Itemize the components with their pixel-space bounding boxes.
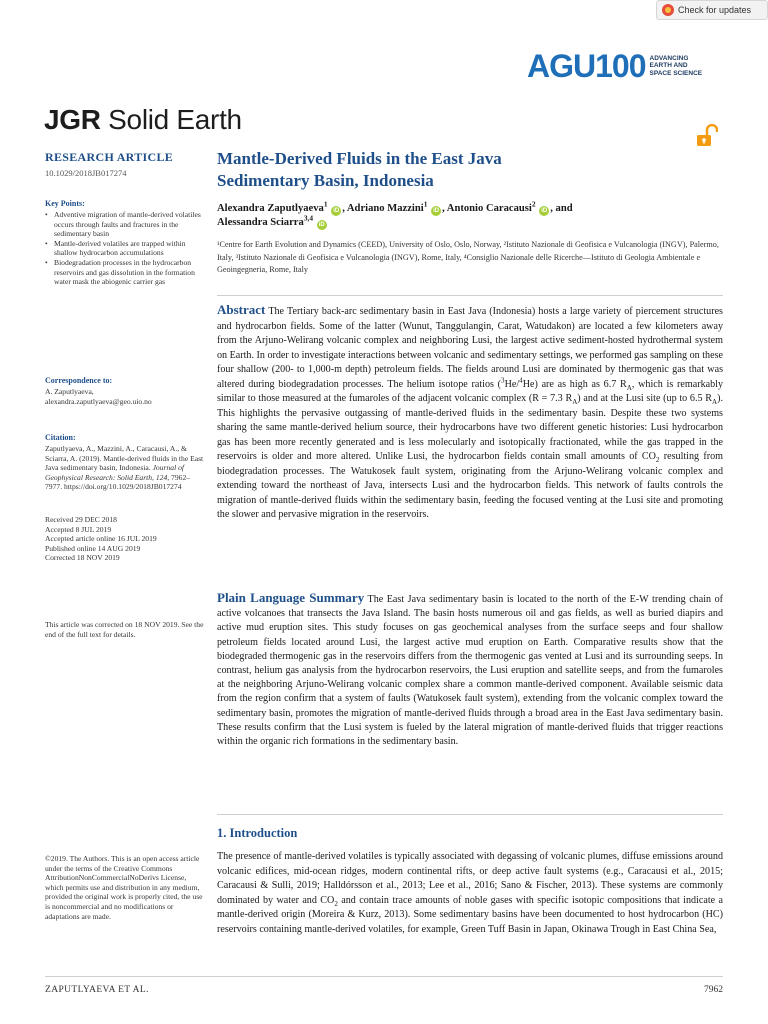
crossmark-icon — [662, 4, 674, 16]
date-accepted-online: Accepted article online 16 JUL 2019 — [45, 534, 157, 544]
author-name: Adriano Mazzini — [346, 203, 424, 214]
article-header — [217, 148, 723, 277]
key-points-list — [45, 210, 205, 287]
key-points — [45, 199, 205, 287]
title-line-1: Mantle-Derived Fluids in the East Java — [217, 149, 502, 168]
check-for-updates-button[interactable] — [656, 0, 768, 20]
divider — [217, 295, 723, 296]
intro-text: and contain trace amounts of noble gases with specific isotopic compositions that indicate a mantle-derived origin (Moreira & Kurz, 2013). Some sedimentary basins have been documented to host hydrocarbon (HC) reservoirs containing mantle-derived volatiles, for example, Green Tuff Basin in Japan, Okinawa Trough in East China Sea, — [217, 894, 723, 935]
key-point-item: • Adventive migration of mantle-derived volatiles occurs through faults and fractures in the sedimentary basin — [45, 210, 205, 239]
intro-sub: 2 — [334, 899, 338, 908]
orcid-icon[interactable]: iD — [433, 208, 440, 214]
abstract-sub: 2 — [655, 456, 660, 465]
abstract-text: resulting from biodegradation processes. The Watukosek fault system, originating from the Arjuno-Welirang volcanic complex and extending toward the northeast of Java, intersects Lusi and the hydrocarbon fields. This network of faults controls the migration of mantle-derived fluids within the sedimentary basin, feeding the focused venting at the Lusi site and promoting the slower and pervasive migration in the reservoirs. — [217, 451, 723, 520]
journal-name-rest: Solid Earth — [100, 104, 242, 135]
agu-mark: AGU100 — [527, 48, 646, 84]
citation — [45, 433, 205, 492]
abstract-sub: A — [712, 398, 718, 407]
abstract-sup: 3 — [501, 376, 505, 385]
author-list: Alexandra Zaputlyaeva$^1$ iD , Adriano Mazzini$^1$ iD , Antonio Caracausi$^2$ iD , and Alessandra Sciarra$^{3,4}$ iD — [217, 199, 573, 228]
pls-text: The East Java sedimentary basin is located to the north of the E-W trending chain of active volcanoes that transects the Java Island. The basin hosts numerous oil and gas fields, as well as buried diapirs and active mud eruption sites. This study focuses on gas geochemical analyses from the surface seeps and four shallow petroleum fields located around Lusi, the largest active mud eruption on Earth. Comparative results show that the biodegraded thermogenic gas in the reservoirs differs from the thermogenic gas vented at Lusi and its surrounding seeps. In contrast, helium gas analysis from the hydrocarbon reservoirs, the Lusi eruption and satellite seeps, and from the fumaroles at the neighboring Arjuno-Welirang volcanic complex share a common mantle-derived component. Available seismic data from the region confirm that a system of faults (Watukosek fault system), extending from the volcanic complex toward the sedimentary basin, promotes the migration of mantle-derived fluids through a broad area in the East Java sedimentary basin. These results confirm that the Lusi system is fueled by the lateral migration of mantle-derived fluids that trigger reactions within the organic rich formations in the sedimentary basin. — [217, 594, 724, 748]
journal-name — [44, 104, 242, 136]
agu-tagline-3: SPACE SCIENCE — [649, 69, 703, 77]
abstract-sub: A — [626, 383, 632, 392]
orcid-icon[interactable]: iD — [333, 208, 340, 214]
author-affiliation-sup: 2 — [531, 199, 536, 209]
plain-language-summary — [217, 591, 723, 749]
publication-dates — [45, 515, 205, 563]
key-point-item: • Mantle-derived volatiles are trapped within shallow hydrocarbon accumulations — [45, 239, 205, 258]
date-published: Published online 14 AUG 2019 — [45, 543, 141, 553]
page-number: 7962 — [704, 985, 723, 995]
journal-name-bold: JGR — [44, 104, 101, 135]
copyright-license: ©2019. The Authors. This is an open access article under the terms of the Creative Commons AttributionNonCommercialNoDerivs License, which permits use and distribution in any medium, provided the original work is properly cited, the use is noncommercial and no modifications or adaptations are made. — [45, 854, 203, 921]
date-corrected: Corrected 18 NOV 2019 — [45, 553, 120, 563]
abstract-text: The Tertiary back-arc sedimentary basin in East Java (Indonesia) hosts a large variety of piercement structures and hydrocarbon fields. Some of the latter (Wunut, Tanggulangin, Carat, Watudakon) are located a few kilometers away from the Arjuno-Welirang volcanic complex and neighboring Lusi, the largest active sediment-hosted hydrothermal system on Earth. In order to investigate interactions between volcanic and sedimentary settings, we performed gas sampling on these four shallow (200- to 1,000-m depth) petroleum fields. The fields around Lusi are dominated by thermogenic gas that was altered during biodegradation processes. The helium isotope ratios ( — [217, 306, 723, 390]
left-sidebar — [45, 150, 205, 921]
abstract-sub: A — [572, 398, 578, 407]
article-title — [217, 148, 723, 192]
author-name: Alexandra Zaputlyaeva — [217, 203, 324, 214]
introduction-heading: 1. Introduction — [217, 826, 298, 840]
correspondence — [45, 376, 205, 406]
abstract-text: ). This highlights the pervasive outgassing of mantle-derived fluids in the sedimentary basin. Despite these two systems sharing the same mantle-derived helium source, their hydrocarbons have two different genetic histories: Lusi hydrocarbon gas has been more recently generated and is less molecularly and isotopically fractionated, while the gas trapped in the reservoirs is older and more altered. Unlike Lusi, the hydrocarbon fields contain small amounts of CO — [217, 393, 723, 462]
check-updates-label: Check for updates — [678, 5, 752, 15]
abstract-sup: 4 — [519, 376, 523, 385]
citation-part-2[interactable]: , 7962–7977. https://doi.org/10.1029/2018JB017274 — [45, 472, 191, 492]
agu-tagline-2: EARTH AND — [649, 62, 688, 70]
open-access-lock-icon — [696, 124, 718, 148]
author-conjunction: , and — [550, 203, 573, 214]
article-doi[interactable]: 10.1029/2018JB017274 — [45, 168, 127, 178]
agu-logo — [527, 50, 710, 82]
intro-text: The presence of mantle-derived volatiles is typically associated with degassing of volcanic plumes, diffuse emissions around volcanic edifices, mid-ocean ridges, modern continental rifts, or deep active fault systems (e.g., Caracausi et al., 2015; Caracausi & Sulli, 2019; Halldórsson et al., 2013; Lee et al., 2016; Sano & Fischer, 2013). These systems are commonly dominated by water and CO — [217, 851, 723, 906]
citation-heading: Citation: — [45, 433, 76, 442]
citation-part-1: Zaputlyaeva, A., Mazzini, A., Caracausi, A., & Sciarra, A. (2019). Mantle-derived fluids in the East Java sedimentary basin, Indonesia. — [45, 444, 204, 473]
orcid-icon[interactable]: iD — [318, 222, 325, 228]
abstract-text: He) are as high as 6.7 R — [522, 378, 627, 390]
agu-tagline — [650, 55, 710, 78]
running-head: ZAPUTLYAEVA ET AL. — [45, 985, 149, 995]
correction-note: This article was corrected on 18 NOV 2019. See the end of the full text for details. — [45, 620, 204, 639]
date-accepted: Accepted 8 JUL 2019 — [45, 524, 112, 534]
article-type: RESEARCH ARTICLE — [45, 150, 174, 164]
author-affiliation-sup: 1 — [423, 199, 428, 209]
abstract-text: He/ — [504, 378, 520, 390]
correspondence-name: A. Zaputlyaeva, — [45, 387, 94, 396]
citation-text — [45, 444, 205, 492]
date-received: Received 29 DEC 2018 — [45, 515, 117, 524]
author-affiliation-sup: 3,4 — [303, 213, 314, 223]
author-name: Antonio Caracausi — [446, 203, 532, 214]
correspondence-heading: Correspondence to: — [45, 376, 113, 385]
abstract — [217, 303, 723, 523]
key-points-heading: Key Points: — [45, 199, 85, 208]
introduction-text — [217, 850, 723, 937]
footer-divider — [45, 976, 723, 977]
divider — [217, 814, 723, 815]
agu-tagline-1: ADVANCING — [649, 54, 689, 62]
key-point-item: • Biodegradation processes in the hydrocarbon reservoirs and gas dissolution in the formation water mask the abiogenic carrier gas — [45, 258, 205, 287]
pls-heading: Plain Language Summary — [217, 590, 365, 605]
orcid-icon[interactable]: iD — [541, 208, 548, 214]
abstract-heading: Abstract — [217, 302, 266, 317]
author-affiliation-sup: 1 — [323, 199, 328, 209]
abstract-text: , which is remarkably similar to those measured at the fumaroles of the adjacent volcanic complex (R = 7.3 R — [217, 378, 723, 404]
title-line-2: Sedimentary Basin, Indonesia — [217, 171, 434, 190]
correspondence-email[interactable]: alexandra.zaputlyaeva@geo.uio.no — [45, 396, 152, 406]
author-name: Alessandra Sciarra — [217, 217, 304, 228]
affiliations: ¹Centre for Earth Evolution and Dynamics (CEED), University of Oslo, Oslo, Norway, ²Istituto Nazionale di Geofisica e Vulcanologia (INGV), Palermo, Italy, ³Istituto Nazionale di Geofisica e Vulcanologia (INGV), Rome, Italy, ⁴Consiglio Nazionale delle Ricerche—Istituto di Geologia Ambientale e Geoingegneria, Rome, Italy — [217, 240, 719, 275]
abstract-text: ) and at the Lusi site (up to 6.5 R — [577, 393, 712, 404]
citation-journal: Journal of Geophysical Research: Solid Earth, 124 — [45, 463, 184, 482]
